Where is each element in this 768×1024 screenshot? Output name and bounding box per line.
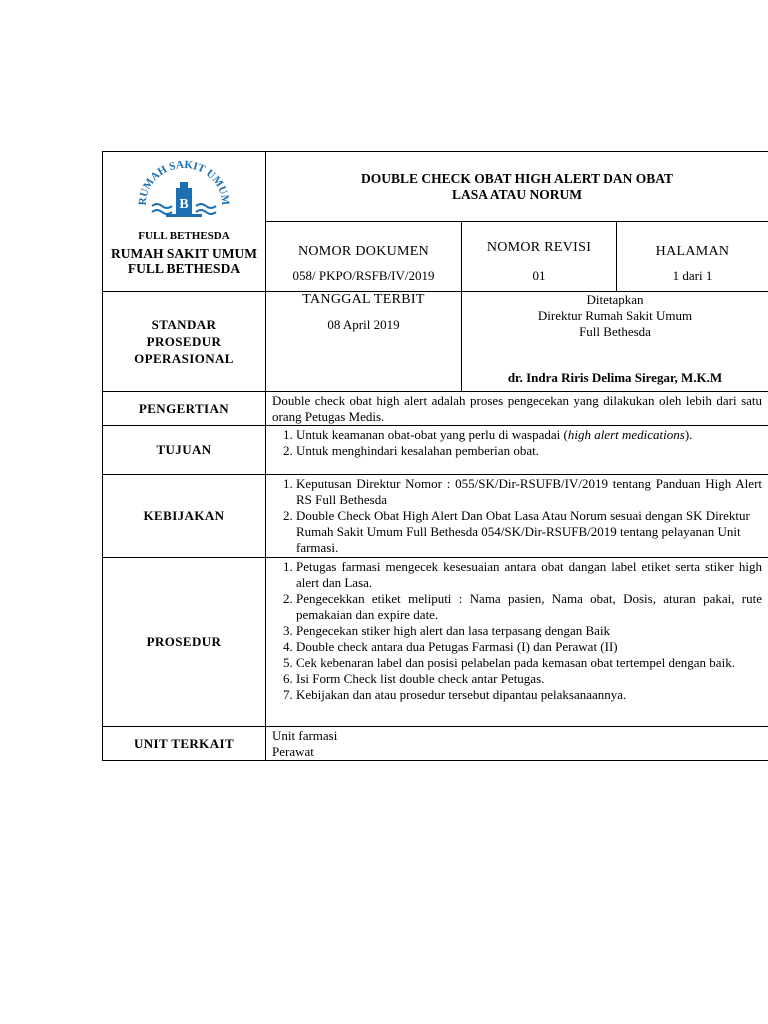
tanggal-terbit-value: 08 April 2019 bbox=[327, 317, 400, 332]
logo-cell bbox=[103, 152, 266, 292]
prosedur-list bbox=[272, 559, 762, 703]
unit-item: Unit farmasi bbox=[272, 728, 338, 743]
sop-label: STANDAR PROSEDUR OPERASIONAL bbox=[134, 317, 234, 366]
halaman-cell bbox=[617, 222, 768, 292]
kebijakan-cell bbox=[266, 475, 768, 558]
list-item: 1. Keputusan Direktur Nomor : 055/SK/Dir-RSUFB/IV/2019 tentang Panduan High Alert RS Full Bethesda bbox=[296, 476, 762, 508]
pengertian-text: Double check obat high alert adalah proses pengecekan yang dilakukan oleh lebih dari satu orang Petugas Medis. bbox=[266, 392, 768, 426]
ditetapkan-line2: Direktur Rumah Sakit Umum bbox=[537, 308, 693, 323]
list-item: 5. Cek kebenaran label dan posisi pelabelan pada kemasan obat tertempel dengan baik. bbox=[296, 655, 762, 671]
list-item: 2. Pengecekkan etiket meliputi : Nama pasien, Nama obat, Dosis, aturan pakai, rute pemakaian dan expire date. bbox=[296, 591, 762, 623]
list-item: 3. Pengecekan stiker high alert dan lasa terpasang dengan Baik bbox=[296, 623, 762, 639]
list-item: 1. Petugas farmasi mengecek kesesuaian antara obat dangan label etiket serta stiker high alert dan Lasa. bbox=[296, 559, 762, 591]
logo-badge: FULL BETHESDA bbox=[138, 230, 230, 242]
ditetapkan-line3: Full Bethesda bbox=[579, 324, 651, 339]
logo-arc-text: RUMAH SAKIT UMUM bbox=[136, 158, 232, 206]
list-item: 7. Kebijakan dan atau prosedur tersebut dipantau pelaksanaannya. bbox=[296, 687, 762, 703]
list-item: 1. Untuk keamanan obat-obat yang perlu di waspadai (high alert medications). bbox=[296, 427, 762, 443]
sop-table bbox=[102, 151, 768, 761]
hospital-logo bbox=[136, 156, 232, 230]
document-title-cell bbox=[266, 152, 768, 222]
nomor-dokumen-cell bbox=[266, 222, 462, 292]
sop-label-cell bbox=[103, 292, 266, 392]
document-title-line1: DOUBLE CHECK OBAT HIGH ALERT DAN OBAT bbox=[360, 170, 674, 186]
document-title-line2: LASA ATAU NORUM bbox=[452, 186, 583, 202]
list-item: 6. Isi Form Check list double check antar Petugas. bbox=[296, 671, 762, 687]
halaman-value: 1 dari 1 bbox=[672, 268, 713, 283]
prosedur-cell bbox=[266, 558, 768, 727]
tanggal-terbit-label: TANGGAL TERBIT bbox=[302, 292, 425, 307]
nomor-revisi-value: 01 bbox=[532, 268, 546, 283]
ditetapkan-cell bbox=[462, 292, 768, 392]
list-item: 2. Double Check Obat High Alert Dan Obat Lasa Atau Norum sesuai dengan SK Direktur Rumah Sakit Umum Full Bethesda 054/SK/Dir-RSUFB/2019 tentang pelayanan Unit farmasi. bbox=[296, 508, 762, 556]
hospital-name: RUMAH SAKIT UMUM FULL BETHESDA bbox=[111, 246, 257, 276]
nomor-revisi-cell bbox=[462, 222, 617, 292]
tujuan-cell bbox=[266, 426, 768, 475]
kebijakan-label: KEBIJAKAN bbox=[103, 475, 266, 558]
signatory-name: dr. Indra Riris Delima Siregar, M.K.M bbox=[507, 370, 723, 385]
unit-terkait-label: UNIT TERKAIT bbox=[103, 727, 266, 761]
unit-item: Perawat bbox=[272, 744, 314, 759]
halaman-label: HALAMAN bbox=[655, 244, 730, 259]
nomor-revisi-label: NOMOR REVISI bbox=[486, 240, 592, 255]
unit-terkait-cell bbox=[266, 727, 768, 761]
tanggal-terbit-cell bbox=[266, 292, 462, 392]
pengertian-label: PENGERTIAN bbox=[103, 392, 266, 426]
list-item: 4. Double check antara dua Petugas Farmasi (I) dan Perawat (II) bbox=[296, 639, 762, 655]
tujuan-list bbox=[272, 427, 762, 459]
ditetapkan-line1: Ditetapkan bbox=[586, 292, 644, 307]
nomor-dokumen-value: 058/ PKPO/RSFB/IV/2019 bbox=[292, 268, 435, 283]
prosedur-label: PROSEDUR bbox=[103, 558, 266, 727]
kebijakan-list bbox=[272, 476, 762, 556]
nomor-dokumen-label: NOMOR DOKUMEN bbox=[297, 244, 430, 259]
tujuan-label: TUJUAN bbox=[103, 426, 266, 475]
list-item: 2. Untuk menghindari kesalahan pemberian obat. bbox=[296, 443, 762, 459]
logo-emblem-letter: B bbox=[179, 197, 189, 212]
